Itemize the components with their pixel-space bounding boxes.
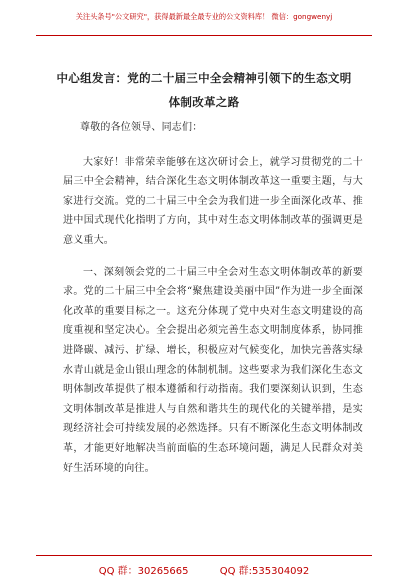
- footer-divider: [36, 555, 372, 556]
- title-line-2: 体制改革之路: [168, 95, 240, 109]
- qq-group-1: QQ 群：30265665: [98, 566, 189, 577]
- header-divider: [36, 35, 372, 36]
- paragraph-section-1: 一、深刻领会党的二十届三中全会对生态文明体制改革的新要求。党的二十届三中全会将“聚焦建设美丽中国”作为进一步全面深化改革的重要目标之一。这充分体现了党中央对生态文明建设的高度重视和坚定决心。全会提出必须完善生态文明制度体系，协同推进降碳、减污、扩绿、增长，积极应对气候变化，加快完善落实绿水青山就是金山银山理念的体制机制。这些要求为我们深化生态文明体制改革提供了根本遵循和行动指南。我们要深刻认识到，生态文明体制改革是推进人与自然和谐共生的现代化的关键举措，是实现经济社会可持续发展的必然选择。只有不断深化生态文明体制改革，才能更好地解决当前面临的生态环境问题，满足人民群众对美好生活环境的向往。: [63, 266, 363, 474]
- header-promo-note: 关注头条号"公文研究"，获得最新最全最专业的公文资料库！ 微信：gongwenyj: [75, 12, 333, 21]
- qq-group-2: QQ 群:535304092: [219, 566, 310, 577]
- document-body: [63, 118, 363, 490]
- document-title: [36, 66, 372, 114]
- paragraph-intro: 大家好！非常荣幸能够在这次研讨会上，就学习贯彻党的二十届三中全会精神，结合深化生态文明体制改革这一重要主题，与大家进行交流。党的二十届三中全会为我们进一步全面深化改革、推进中国式现代化指明了方向，其中对生态文明体制改革的强调更是意义重大。: [63, 156, 363, 246]
- footer-contact: [0, 562, 408, 577]
- greeting: 尊敬的各位领导、同志们：: [80, 122, 203, 133]
- title-line-1: 中心组发言：党的二十届三中全会精神引领下的生态文明: [56, 71, 352, 85]
